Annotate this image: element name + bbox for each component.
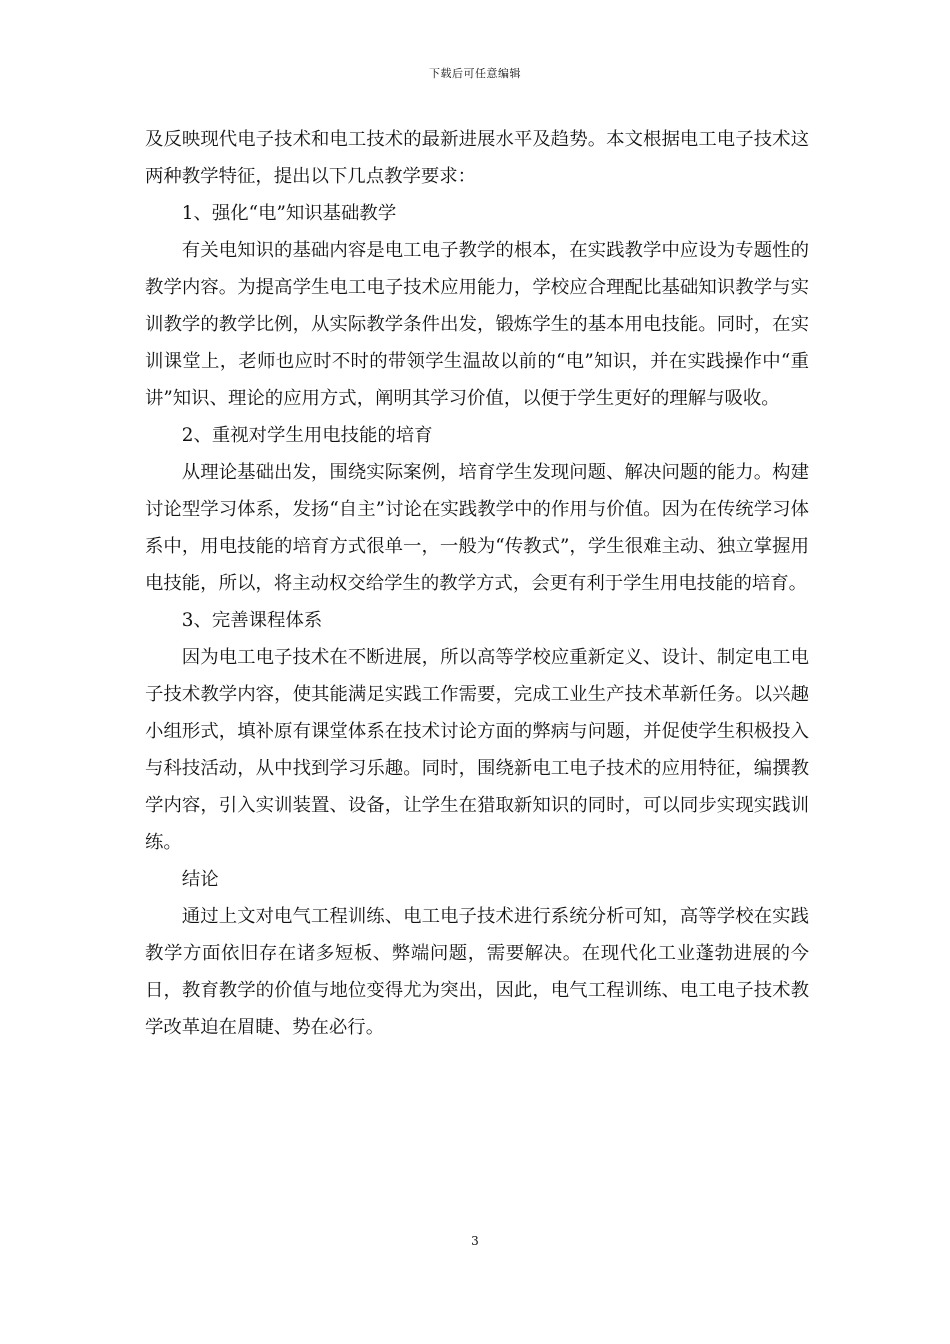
- section-heading-3: 3、完善课程体系: [181, 610, 323, 631]
- page-number: 3: [471, 1234, 479, 1248]
- paragraph-continuation: 及反映现代电子技术和电工技术的最新进展水平及趋势。本文根据电工电子技术这两种教学特征，提出以下几点教学要求：: [145, 129, 809, 187]
- paragraph: 因为电工电子技术在不断进展，所以高等学校应重新定义、设计、制定电工电子技术教学内容，使其能满足实践工作需要，完成工业生产技术革新任务。以兴趣小组形式，填补原有课堂体系在技术讨论方面的弊病与问题，并促使学生积极投入与科技活动，从中找到学习乐趣。同时，围绕新电工电子技术的应用特征，编撰教学内容，引入实训装置、设备，让学生在猎取新知识的同时，可以同步实现实践训练。: [145, 647, 809, 853]
- paragraph: 通过上文对电气工程训练、电工电子技术进行系统分析可知，高等学校在实践教学方面依旧存在诸多短板、弊端问题，需要解决。在现代化工业蓬勃进展的今日，教育教学的价值与地位变得尤为突出，因此，电气工程训练、电工电子技术教学改革迫在眉睫、势在必行。: [145, 906, 809, 1038]
- page-header: 下载后可任意编辑: [429, 67, 521, 80]
- paragraph: 从理论基础出发，围绕实际案例，培育学生发现问题、解决问题的能力。构建讨论型学习体系，发扬“自主”讨论在实践教学中的作用与价值。因为在传统学习体系中，用电技能的培育方式很单一，一般为“传教式”，学生很难主动、独立掌握用电技能，所以，将主动权交给学生的教学方式，会更有利于学生用电技能的培育。: [145, 462, 809, 594]
- paragraph: 有关电知识的基础内容是电工电子教学的根本，在实践教学中应设为专题性的教学内容。为提高学生电工电子技术应用能力，学校应合理配比基础知识教学与实训教学的教学比例，从实际教学条件出发，锻炼学生的基本用电技能。同时，在实训课堂上，老师也应时不时的带领学生温故以前的“电”知识，并在实践操作中“重讲”知识、理论的应用方式，阐明其学习价值，以便于学生更好的理解与吸收。: [145, 240, 809, 409]
- document-body: [145, 121, 809, 1046]
- section-heading-conclusion: 结论: [181, 869, 219, 890]
- section-heading-2: 2、重视对学生用电技能的培育: [181, 425, 433, 446]
- section-heading-1: 1、强化“电”知识基础教学: [181, 203, 397, 224]
